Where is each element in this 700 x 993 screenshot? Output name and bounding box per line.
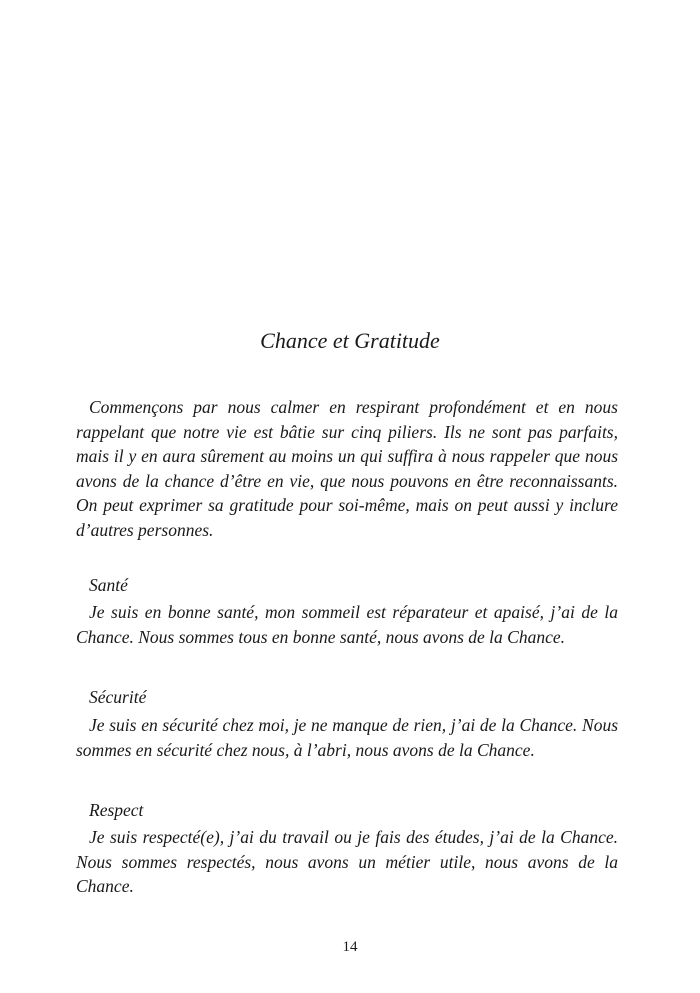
section-paragraph-securite-text: Je suis en sécurité chez moi, je ne manque de rien, j’ai de la Chance. Nous sommes en sécurité chez nous, à l’abri, nous avons de la Chance.: [76, 715, 618, 760]
section-paragraph-sante-text: Je suis en bonne santé, mon sommeil est réparateur et apaisé, j’ai de la Chance. Nous sommes tous en bonne santé, nous avons de la Chance.: [76, 602, 618, 647]
chapter-title: Chance et Gratitude: [260, 328, 440, 353]
section-paragraph-sante: [76, 600, 618, 649]
section-paragraph-respect: [76, 825, 618, 899]
intro-paragraph-text: Commençons par nous calmer en respirant profondément et en nous rappelant que notre vie est bâtie sur cinq piliers. Ils ne sont pas parfaits, mais il y en aura sûrement au moins un qui suffira à nous rappeler que nous avons de la chance d’être en vie, que nous pouvons en être reconnaissants. On peut exprimer sa gratitude pour soi-même, mais on peut aussi y inclure d’autres personnes.: [76, 397, 618, 540]
intro-paragraph: [76, 395, 618, 542]
section-paragraph-securite: [76, 713, 618, 762]
section-heading-securite: Sécurité: [89, 687, 147, 707]
section-heading-sante: Santé: [89, 575, 128, 595]
section-heading-respect: Respect: [89, 800, 144, 820]
page-number: 14: [342, 939, 358, 955]
section-paragraph-respect-text: Je suis respecté(e), j’ai du travail ou je fais des études, j’ai de la Chance. Nous sommes respectés, nous avons un métier utile, nous avons de la Chance.: [76, 827, 618, 896]
